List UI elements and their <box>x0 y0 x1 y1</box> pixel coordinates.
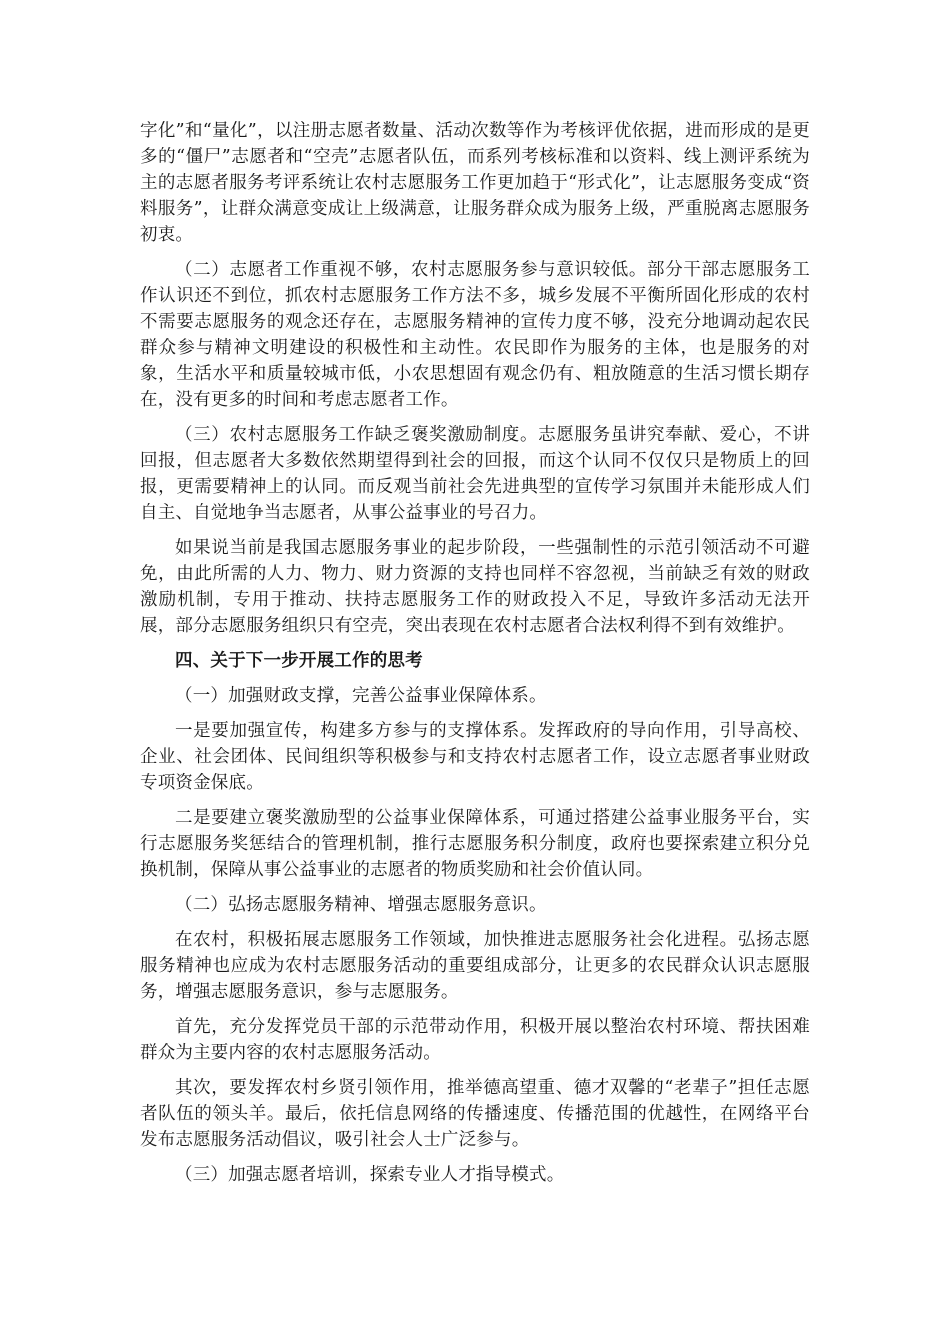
subheading-4-1: （一）加强财政支撑，完善公益事业保障体系。 <box>175 686 547 706</box>
subheading-4-2: （二）弘扬志愿服务精神、增强志愿服务意识。 <box>175 895 547 915</box>
paragraph-section-3-3: （三）农村志愿服务工作缺乏褒奖激励制度。志愿服务虽讲究奉献、爱心，不讲回报，但志愿者大多数依然期望得到社会的回报，而这个认同不仅仅只是物质上的回报，更需要精神上的认同。而反观当前社会先进典型的宣传学习氛围并未能形成人们自主、自觉地争当志愿者，从事公益事业的号召力。 <box>140 425 810 523</box>
paragraph-funding: 如果说当前是我国志愿服务事业的起步阶段，一些强制性的示范引领活动不可避免，由此所需的人力、物力、财力资源的支持也同样不容忽视，当前缺乏有效的财政激励机制，专用于推动、扶持志愿服务工作的财政投入不足，导致许多活动无法开展，部分志愿服务组织只有空壳，突出表现在农村志愿者合法权利得不到有效维护。 <box>140 538 810 636</box>
paragraph-4-1-first: 一是要加强宣传，构建多方参与的支撑体系。发挥政府的导向作用，引导高校、企业、社会团体、民间组织等积极参与和支持农村志愿者工作，设立志愿者事业财政专项资金保底。 <box>140 721 810 793</box>
document-page <box>140 118 810 1197</box>
paragraph-4-2-secondly: 其次，要发挥农村乡贤引领作用，推举德高望重、德才双馨的“老辈子”担任志愿者队伍的领头羊。最后，依托信息网络的传播速度、传播范围的优越性，在网络平台发布志愿服务活动倡议，吸引社会人士广泛参与。 <box>140 1078 810 1150</box>
paragraph-4-2-firstly: 首先，充分发挥党员干部的示范带动作用，积极开展以整治农村环境、帮扶困难群众为主要内容的农村志愿服务活动。 <box>140 1017 810 1063</box>
subheading-4-3: （三）加强志愿者培训，探索专业人才指导模式。 <box>175 1165 565 1185</box>
paragraph-continuation: 字化”和“量化”，以注册志愿者数量、活动次数等作为考核评优依据，进而形成的是更多的“僵尸”志愿者和“空壳”志愿者队伍，而系列考核标准和以资料、线上测评系统为主的志愿者服务考评系统让农村志愿服务工作更加趋于“形式化”，让志愿服务变成“资料服务”，让群众满意变成让上级满意，让服务群众成为服务上级，严重脱离志愿服务初衷。 <box>140 121 810 245</box>
paragraph-section-3-2: （二）志愿者工作重视不够，农村志愿服务参与意识较低。部分干部志愿服务工作认识还不到位，抓农村志愿服务工作方法不多，城乡发展不平衡所固化形成的农村不需要志愿服务的观念还存在，志愿服务精神的宣传力度不够，没充分地调动起农民群众参与精神文明建设的积极性和主动性。农民即作为服务的主体，也是服务的对象，生活水平和质量较城市低，小农思想固有观念仍有、粗放随意的生活习惯长期存在，没有更多的时间和考虑志愿者工作。 <box>140 260 810 410</box>
paragraph-4-2-rural: 在农村，积极拓展志愿服务工作领域，加快推进志愿服务社会化进程。弘扬志愿服务精神也应成为农村志愿服务活动的重要组成部分，让更多的农民群众认识志愿服务，增强志愿服务意识，参与志愿服务。 <box>140 930 810 1002</box>
section-heading-4: 四、关于下一步开展工作的思考 <box>175 651 423 671</box>
paragraph-4-1-second: 二是要建立褒奖激励型的公益事业保障体系，可通过搭建公益事业服务平台，实行志愿服务奖惩结合的管理机制，推行志愿服务积分制度，政府也要探索建立积分兑换机制，保障从事公益事业的志愿者的物质奖励和社会价值认同。 <box>140 808 810 880</box>
